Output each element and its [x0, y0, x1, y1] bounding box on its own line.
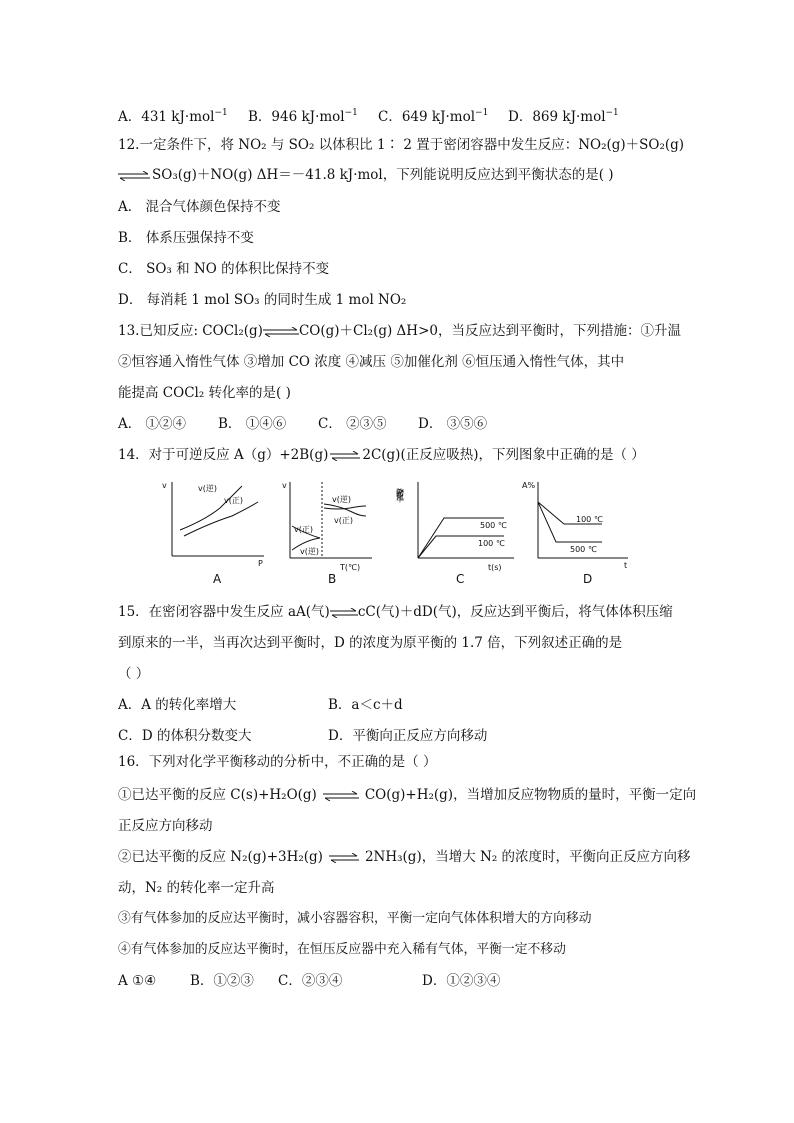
- q16-statement-1-line2: 正反应方向移动: [118, 818, 213, 834]
- q12-stem-line1: 12.一定条件下，将 NO₂ 与 SO₂ 以体积比 1∶ 2 置于密闭容器中发生反应：NO₂(g)＋SO₂(g): [118, 137, 685, 153]
- equilibrium-arrow-icon: [329, 853, 359, 863]
- q13-option-d: D． ③⑤⑥: [418, 416, 488, 432]
- graph-c-ylabel: A的转化率: [395, 488, 405, 503]
- q15-stem-line1: 15．在密闭容器中发生反应 aA(气) cC(气)＋dD(气)，反应达到平衡后，将气体体积压缩: [118, 604, 673, 620]
- graph-c-series-500: 500 ℃: [480, 521, 507, 530]
- q14-graph-a: [160, 478, 270, 572]
- q12-option-b: B． 体系压强保持不变: [118, 230, 254, 246]
- q16-statement-1-line1: ①已达平衡的反应 C(s)+H₂O(g) CO(g)+H₂(g)，当增加反应物物质的量时，平衡一定向: [118, 787, 697, 803]
- q13-stem-line1: 13.已知反应: COCl₂(g) CO(g)＋Cl₂(g) ΔH>0，当反应达到平衡时，下列措施：①升温: [118, 323, 681, 339]
- graph-a-series-forward: v(正): [224, 496, 243, 505]
- q13-option-b: B． ①④⑥: [218, 416, 287, 432]
- q16-stem: 16．下列对化学平衡移动的分析中，不正确的是（ ）: [118, 754, 437, 770]
- q16-statement-2-line1: ②已达平衡的反应 N₂(g)+3H₂(g) 2NH₃(g)，当增大 N₂ 的浓度时，平衡向正反应方向移: [118, 849, 691, 865]
- q14-graph-d-caption: D: [583, 572, 593, 586]
- q14-graph-c: [392, 478, 522, 577]
- graph-b-xlabel: T(℃): [340, 563, 361, 572]
- equilibrium-arrow-icon: [263, 327, 299, 337]
- graph-b-series-2: v(逆): [300, 547, 319, 556]
- q16-statement-3: ③有气体参加的反应达平衡时，减小容器容积，平衡一定向气体体积增大的方向移动: [118, 911, 592, 926]
- q15-option-b: B．a＜c＋d: [328, 697, 403, 713]
- q14-graph-c-caption: C: [456, 572, 465, 586]
- q14-graph-b: [280, 478, 380, 577]
- q12-stem-line2: SO₃(g)＋NO(g) ΔH＝－41.8 kJ·mol，下列能说明反应达到平衡状态的是( ): [118, 166, 614, 184]
- graph-b-series-4: v(正): [334, 516, 353, 525]
- q16-option-d: D．①②③④: [422, 973, 501, 989]
- q14-stem: 14．对于可逆反应 A（g）+2B(g) 2C(g)(正反应吸热)，下列图象中正确的是（ ）: [118, 447, 645, 463]
- graph-b-ylabel: v: [282, 481, 287, 490]
- q13-stem-line2: ②恒容通入惰性气体 ③增加 CO 浓度 ④减压 ⑤加催化剂 ⑥恒压通入惰性气体，其中: [118, 354, 625, 370]
- q15-stem-line3: （ ）: [118, 666, 150, 682]
- q15-stem-line2: 到原来的一半，当再次达到平衡时，D 的浓度为原平衡的 1.7 倍，下列叙述正确的是: [118, 635, 623, 651]
- q15-option-d: D．平衡向正反应方向移动: [328, 728, 488, 744]
- q14-graph-d: [520, 478, 635, 577]
- q11-option-b: B．946 kJ·mol$^{-1}$: [248, 108, 358, 125]
- graph-d-ylabel: A%: [522, 481, 536, 490]
- q15-option-a: A．A 的转化率增大: [118, 697, 237, 713]
- q13-option-c: C． ②③⑤: [318, 416, 387, 432]
- q12-option-a: A． 混合气体颜色保持不变: [118, 199, 281, 215]
- equilibrium-arrow-icon: [330, 608, 358, 618]
- q11-option-a: A．431 kJ·mol$^{-1}$: [118, 108, 228, 125]
- graph-d-series-500: 500 ℃: [570, 545, 597, 554]
- q11-option-c: C．649 kJ·mol$^{-1}$: [378, 108, 489, 125]
- q16-statement-2-line2: 动，N₂ 的转化率一定升高: [118, 880, 275, 896]
- q13-option-a: A． ①②④: [118, 416, 187, 432]
- q16-statement-4: ④有气体参加的反应达平衡时，在恒压反应器中充入稀有气体，平衡一定不移动: [118, 942, 566, 957]
- equilibrium-arrow-icon: [330, 451, 360, 461]
- q11-option-d: D．869 kJ·mol$^{-1}$: [508, 108, 619, 125]
- q12-option-d: D． 每消耗 1 mol SO₃ 的同时生成 1 mol NO₂: [118, 292, 407, 308]
- q16-option-a: A ①④: [118, 973, 157, 989]
- q15-option-c: C．D 的体积分数变大: [118, 728, 252, 744]
- graph-d-series-100: 100 ℃: [576, 515, 603, 524]
- q16-option-c: C．②③④: [278, 973, 343, 989]
- equilibrium-arrow-icon: [323, 791, 359, 801]
- q13-stem-line3: 能提高 COCl₂ 转化率的是( ): [118, 385, 291, 401]
- q12-option-c: C． SO₃ 和 NO 的体积比保持不变: [118, 261, 330, 277]
- graph-c-xlabel: t(s): [488, 563, 502, 572]
- graph-a-xlabel: P: [258, 559, 263, 568]
- graph-a-series-reverse: v(逆): [198, 484, 217, 493]
- graph-c-series-100: 100 ℃: [478, 539, 505, 548]
- graph-a-ylabel: v: [162, 481, 167, 490]
- graph-d-xlabel: t: [624, 561, 628, 570]
- graph-b-series-3: v(逆): [332, 495, 351, 504]
- q16-option-b: B．①②③: [190, 973, 254, 989]
- equilibrium-arrow-icon: [118, 171, 150, 181]
- graph-b-series-1: v(正): [294, 525, 313, 534]
- q14-graph-b-caption: B: [328, 572, 337, 586]
- q14-graph-a-caption: A: [213, 572, 222, 586]
